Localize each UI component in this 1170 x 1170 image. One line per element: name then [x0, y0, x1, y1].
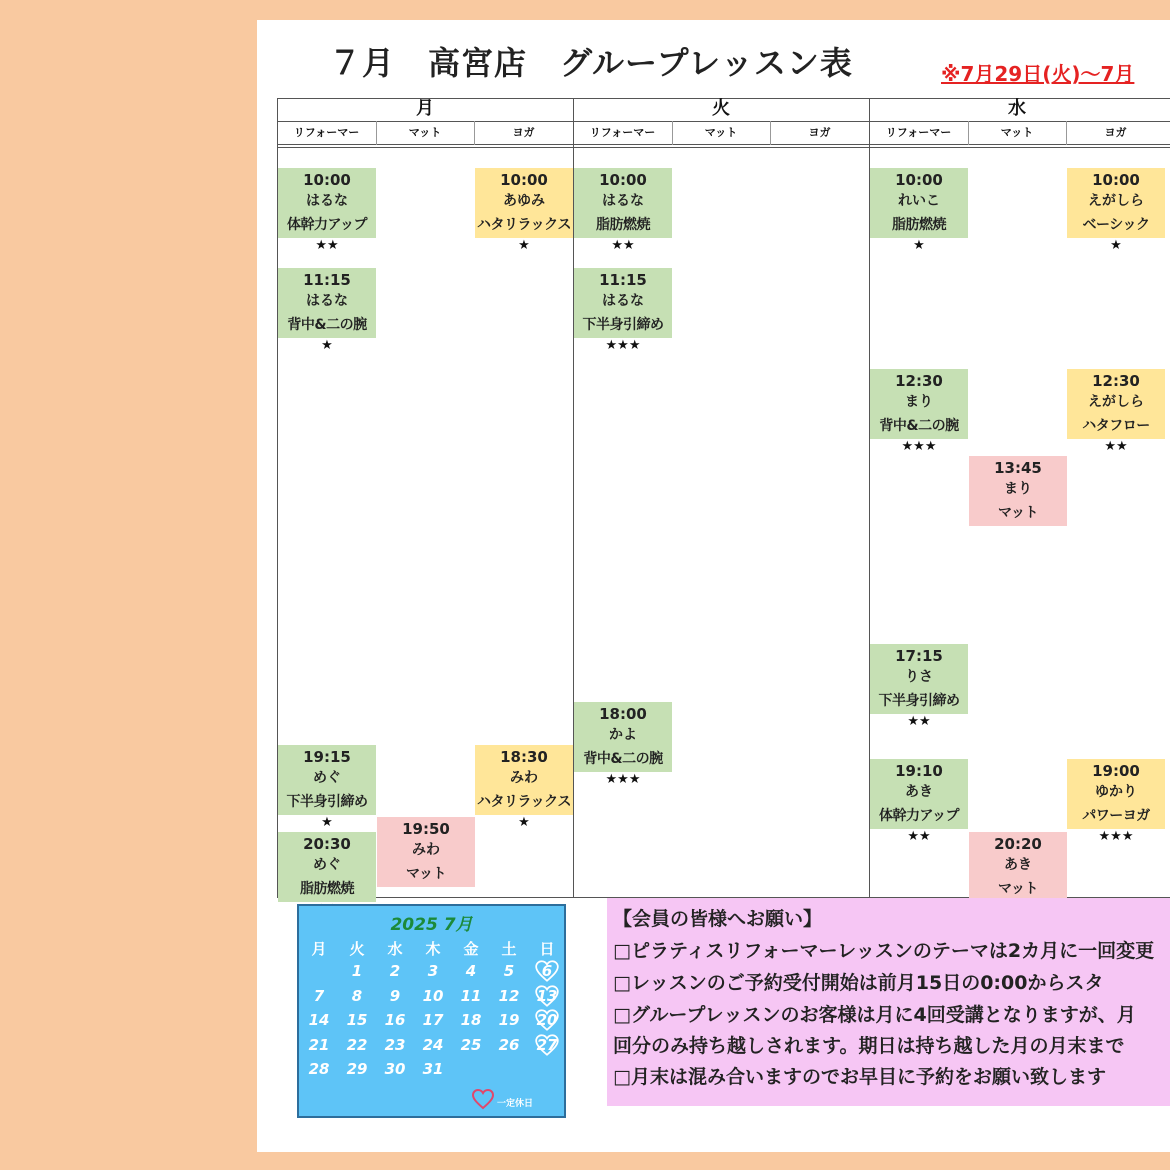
calendar-title: 2025 7月: [390, 915, 473, 935]
lesson-class: 脂肪燃焼: [300, 881, 354, 897]
calendar-day: 30: [384, 1060, 406, 1078]
lesson-instructor: みわ: [510, 770, 538, 786]
lesson-time: 18:00: [599, 705, 647, 723]
lesson-card[interactable]: [574, 168, 672, 254]
calendar-day: 29: [346, 1060, 368, 1078]
lesson-time: 13:45: [994, 459, 1042, 477]
calendar-day: 17: [422, 1011, 444, 1029]
calendar-day: 8: [351, 986, 363, 1005]
calendar-day: 3: [427, 962, 439, 980]
difficulty-stars: ★: [321, 815, 333, 830]
lesson-card[interactable]: [1067, 168, 1165, 254]
lesson-instructor: みわ: [412, 842, 440, 858]
lesson-instructor: えがしら: [1088, 394, 1144, 410]
calendar-day: 20: [536, 1011, 558, 1029]
lesson-instructor: まり: [905, 394, 933, 410]
col-header-mat: マット: [704, 126, 738, 139]
lesson-card[interactable]: [870, 759, 968, 845]
calendar-day: 22: [346, 1035, 368, 1054]
lesson-time: 17:15: [895, 647, 943, 665]
difficulty-stars: ★★: [611, 238, 635, 253]
lesson-card[interactable]: [1067, 759, 1165, 845]
difficulty-stars: ★: [1110, 238, 1122, 253]
lesson-class: 下半身引締め: [582, 317, 664, 333]
lesson-class: 脂肪燃焼: [892, 217, 946, 233]
lesson-class: 体幹力アップ: [878, 808, 960, 824]
notice-line: □月末は混み合いますのでお早目に予約をお願い致します: [613, 1066, 1106, 1088]
lesson-class: 背中&二の腕: [583, 751, 663, 767]
day-header-tue: 火: [712, 98, 730, 119]
notice-line: □レッスンのご予約受付開始は前月15日の0:00からスタ: [613, 972, 1104, 994]
col-header-reformer: リフォーマー: [293, 126, 360, 139]
lesson-class: 背中&二の腕: [879, 418, 959, 434]
difficulty-stars: ★★★: [605, 338, 641, 353]
holiday-legend: 一定休日: [497, 1099, 534, 1109]
notice-heading: 【会員の皆様へお願い】: [613, 908, 823, 930]
lesson-instructor: まり: [1004, 481, 1032, 497]
difficulty-stars: ★★: [1104, 439, 1128, 454]
notice-link[interactable]: ※7月29日(火)〜7月: [941, 62, 1135, 86]
lesson-class: 下半身引締め: [878, 693, 960, 709]
lesson-card[interactable]: [475, 168, 573, 254]
lesson-class: 体幹力アップ: [286, 217, 368, 233]
difficulty-stars: ★★: [907, 714, 931, 729]
calendar-weekday: 火: [349, 940, 365, 958]
calendar-day: 7: [313, 986, 325, 1005]
lesson-time: 18:30: [500, 748, 548, 766]
lesson-card[interactable]: [574, 702, 672, 788]
month-calendar: [297, 904, 566, 1118]
calendar-day: 12: [498, 986, 520, 1005]
lesson-class: 下半身引締め: [286, 794, 368, 810]
calendar-weekday: 金: [463, 940, 479, 958]
day-header-wed: 水: [1008, 98, 1026, 119]
col-header-mat: マット: [408, 126, 442, 139]
lesson-instructor: めぐ: [313, 770, 341, 786]
difficulty-stars: ★★★: [901, 439, 937, 454]
lesson-class: 脂肪燃焼: [596, 217, 650, 233]
lesson-instructor: ゆかり: [1095, 784, 1137, 800]
lesson-class: 背中&二の腕: [287, 317, 367, 333]
notice-line: □グループレッスンのお客様は月に4回受講となりますが、月: [613, 1004, 1136, 1026]
lesson-time: 11:15: [303, 271, 351, 289]
calendar-day: 28: [308, 1060, 330, 1078]
lesson-class: ベーシック: [1082, 217, 1150, 233]
difficulty-stars: ★: [518, 238, 530, 253]
lesson-time: 10:00: [1092, 171, 1140, 189]
lesson-instructor: りさ: [905, 669, 933, 685]
difficulty-stars: ★: [321, 338, 333, 353]
lesson-card[interactable]: [574, 268, 672, 354]
lesson-instructor: あゆみ: [503, 193, 545, 209]
heart-icon: [471, 1086, 495, 1112]
col-header-reformer: リフォーマー: [885, 126, 952, 139]
lesson-class: ハタリラックス: [476, 217, 572, 233]
lesson-time: 20:20: [994, 835, 1042, 853]
lesson-time: 19:00: [1092, 762, 1140, 780]
lesson-instructor: はるな: [306, 193, 348, 209]
lesson-time: 10:00: [303, 171, 351, 189]
lesson-instructor: はるな: [306, 293, 348, 309]
day-header-mon: 月: [416, 98, 434, 119]
lesson-class: ハタフロー: [1082, 418, 1150, 434]
difficulty-stars: ★★: [907, 829, 931, 844]
schedule-sheet: [257, 20, 1170, 1152]
lesson-instructor: あき: [1004, 857, 1032, 873]
calendar-day: 6: [541, 962, 553, 980]
calendar-day: 21: [308, 1035, 330, 1054]
lesson-instructor: はるな: [602, 293, 644, 309]
notice-line: □ピラティスリフォーマーレッスンのテーマは2カ月に一回変更: [613, 940, 1155, 962]
lesson-time: 19:15: [303, 748, 351, 766]
lesson-card[interactable]: [377, 817, 475, 887]
calendar-day: 31: [422, 1060, 444, 1078]
lesson-instructor: かよ: [609, 727, 637, 743]
lesson-card[interactable]: [969, 456, 1067, 526]
lesson-card[interactable]: [870, 644, 968, 730]
lesson-card[interactable]: [278, 268, 376, 354]
lesson-instructor: あき: [905, 784, 933, 800]
col-header-mat: マット: [1000, 126, 1034, 139]
calendar-day: 24: [422, 1035, 444, 1054]
lesson-class: パワーヨガ: [1082, 808, 1150, 824]
calendar-weekday: 木: [425, 940, 441, 958]
lesson-time: 12:30: [1092, 372, 1140, 390]
difficulty-stars: ★: [518, 815, 530, 830]
difficulty-stars: ★★★: [605, 772, 641, 787]
calendar-day: 23: [384, 1035, 406, 1054]
difficulty-stars: ★: [913, 238, 925, 253]
col-header-yoga: ヨガ: [1104, 126, 1127, 139]
lesson-card[interactable]: [969, 832, 1067, 902]
lesson-card[interactable]: [278, 168, 376, 254]
lesson-class: マット: [406, 866, 446, 882]
lesson-class: マット: [998, 505, 1038, 521]
lesson-time: 19:10: [895, 762, 943, 780]
lesson-card[interactable]: [278, 745, 376, 831]
calendar-day: 19: [498, 1011, 520, 1029]
calendar-day: 2: [389, 962, 401, 980]
calendar-weekday: 日: [539, 940, 555, 958]
col-header-yoga: ヨガ: [512, 126, 535, 139]
difficulty-stars: ★★: [315, 238, 339, 253]
calendar-day: 16: [384, 1011, 406, 1029]
calendar-weekday: 土: [501, 940, 517, 958]
calendar-day: 9: [389, 986, 401, 1005]
calendar-day: 26: [498, 1035, 520, 1054]
col-header-reformer: リフォーマー: [589, 126, 656, 139]
calendar-day: 4: [465, 962, 477, 980]
lesson-time: 20:30: [303, 835, 351, 853]
lesson-card[interactable]: [1067, 369, 1165, 455]
calendar-weekday: 月: [311, 940, 327, 958]
lesson-time: 10:00: [895, 171, 943, 189]
calendar-weekday: 水: [387, 940, 403, 958]
lesson-time: 10:00: [500, 171, 548, 189]
calendar-day: 18: [460, 1011, 482, 1029]
lesson-instructor: めぐ: [313, 857, 341, 873]
member-notice: [607, 898, 1170, 1106]
calendar-day: 14: [308, 1011, 330, 1029]
calendar-day: 1: [351, 962, 363, 980]
calendar-day: 27: [536, 1035, 558, 1054]
lesson-card[interactable]: [475, 745, 573, 831]
calendar-day: 15: [346, 1011, 368, 1029]
difficulty-stars: ★★★: [1098, 829, 1134, 844]
calendar-day: 10: [422, 986, 444, 1005]
lesson-instructor: えがしら: [1088, 193, 1144, 209]
schedule-grid: [277, 98, 1170, 898]
page-title: ７月 高宮店 グループレッスン表: [329, 44, 853, 82]
lesson-time: 10:00: [599, 171, 647, 189]
calendar-day: 25: [460, 1035, 482, 1054]
lesson-class: マット: [998, 881, 1038, 897]
lesson-time: 11:15: [599, 271, 647, 289]
lesson-card[interactable]: [870, 369, 968, 455]
lesson-class: ハタリラックス: [476, 794, 572, 810]
lesson-card[interactable]: [870, 168, 968, 254]
col-header-yoga: ヨガ: [808, 126, 831, 139]
lesson-instructor: はるな: [602, 193, 644, 209]
calendar-day: 11: [460, 986, 482, 1005]
calendar-day: 5: [503, 962, 515, 980]
calendar-day: 13: [536, 986, 558, 1005]
notice-line: 回分のみ持ち越しされます。期日は持ち越した月の月末まで: [613, 1035, 1125, 1057]
lesson-instructor: れいこ: [898, 193, 940, 209]
lesson-time: 19:50: [402, 820, 450, 838]
lesson-time: 12:30: [895, 372, 943, 390]
